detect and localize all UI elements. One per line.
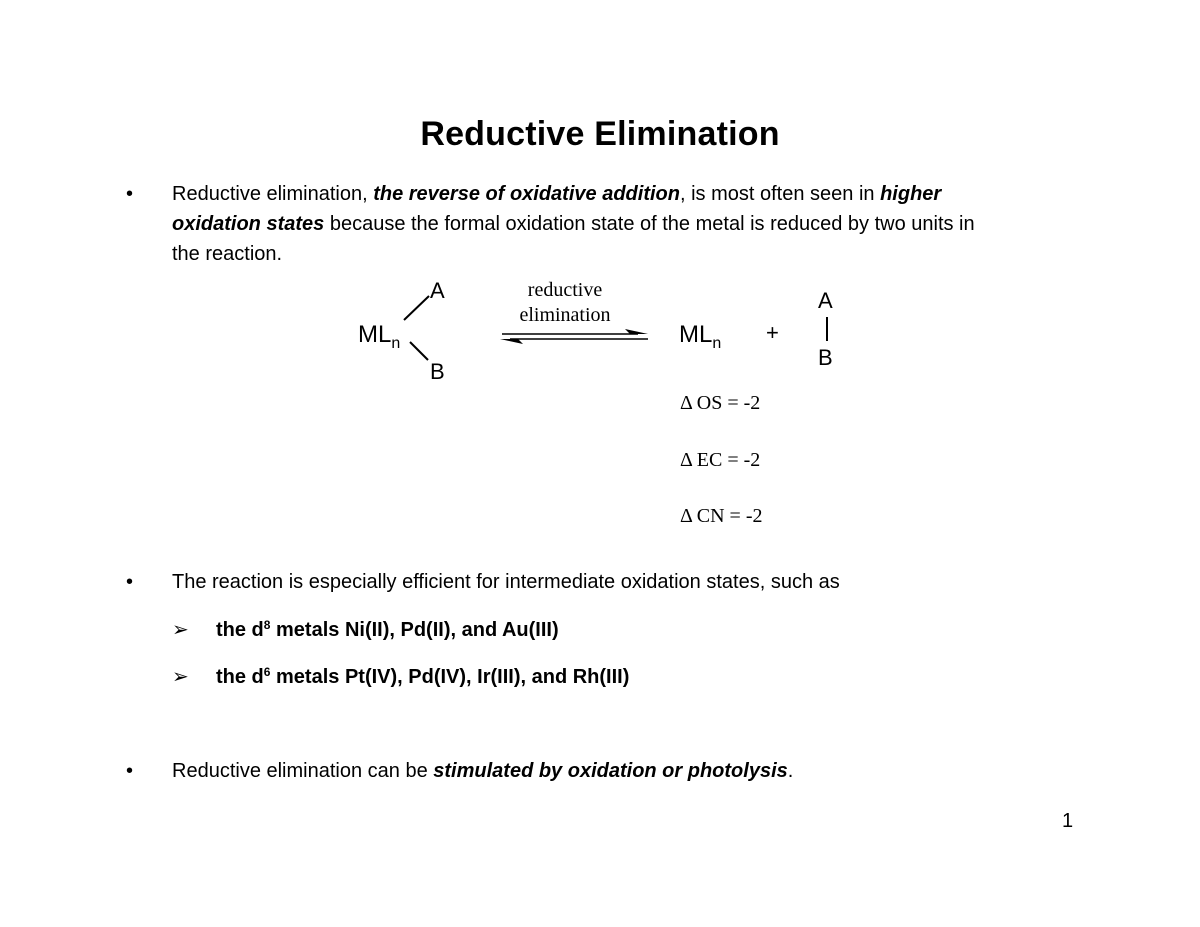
sub-item-d6: ➢ the $d^6$ metals Pt(IV), Pd(IV), Ir(III), and Rh(III) bbox=[172, 662, 629, 692]
reaction-scheme bbox=[340, 270, 860, 540]
reactant-a-label: A bbox=[430, 278, 445, 303]
bond-to-b bbox=[410, 342, 428, 360]
bullet-marker: • bbox=[126, 183, 134, 205]
paragraph-2: The reaction is especially efficient for intermediate oxidation states, such as bbox=[172, 571, 840, 593]
product-a-label: A bbox=[818, 288, 833, 313]
page-title: Reductive Elimination bbox=[420, 115, 780, 153]
arrow-label-line-2: elimination bbox=[519, 304, 611, 326]
sub-item-d8: ➢ the $d^8$ metals Ni(II), Pd(II), and Au(III) bbox=[172, 615, 559, 645]
arrow-label-line-1: reductive bbox=[527, 279, 603, 301]
paragraph-1-line-3: the reaction. bbox=[172, 243, 283, 265]
reactant-ml-label: $ML_n$ bbox=[358, 321, 401, 352]
page-number: 1 bbox=[1062, 810, 1074, 832]
paragraph-1-line-1: Reductive elimination, the reverse of oxidative addition, is most often seen in higher bbox=[172, 183, 942, 205]
product-ml-label: $ML_n$ bbox=[679, 321, 722, 352]
paragraph-3: Reductive elimination can be stimulated by oxidation or photolysis. bbox=[172, 760, 794, 782]
bond-to-a bbox=[404, 296, 429, 320]
delta-cn: Δ CN = -2 bbox=[680, 505, 763, 527]
sub-bullet-arrow-icon: ➢ bbox=[172, 666, 189, 688]
reactant-b-label: B bbox=[430, 359, 445, 384]
bullet-marker: • bbox=[126, 571, 134, 593]
paragraph-1-line-2: oxidation states because the formal oxidation state of the metal is reduced by two units in bbox=[172, 213, 975, 235]
equilibrium-arrows bbox=[500, 329, 648, 344]
paragraph-1 bbox=[172, 179, 1072, 269]
plus-sign: + bbox=[766, 320, 779, 345]
delta-os: Δ OS = -2 bbox=[680, 392, 761, 414]
delta-ec: Δ EC = -2 bbox=[680, 449, 761, 471]
product-b-label: B bbox=[818, 345, 833, 370]
bullet-marker: • bbox=[126, 760, 134, 782]
sub-bullet-arrow-icon: ➢ bbox=[172, 619, 189, 641]
